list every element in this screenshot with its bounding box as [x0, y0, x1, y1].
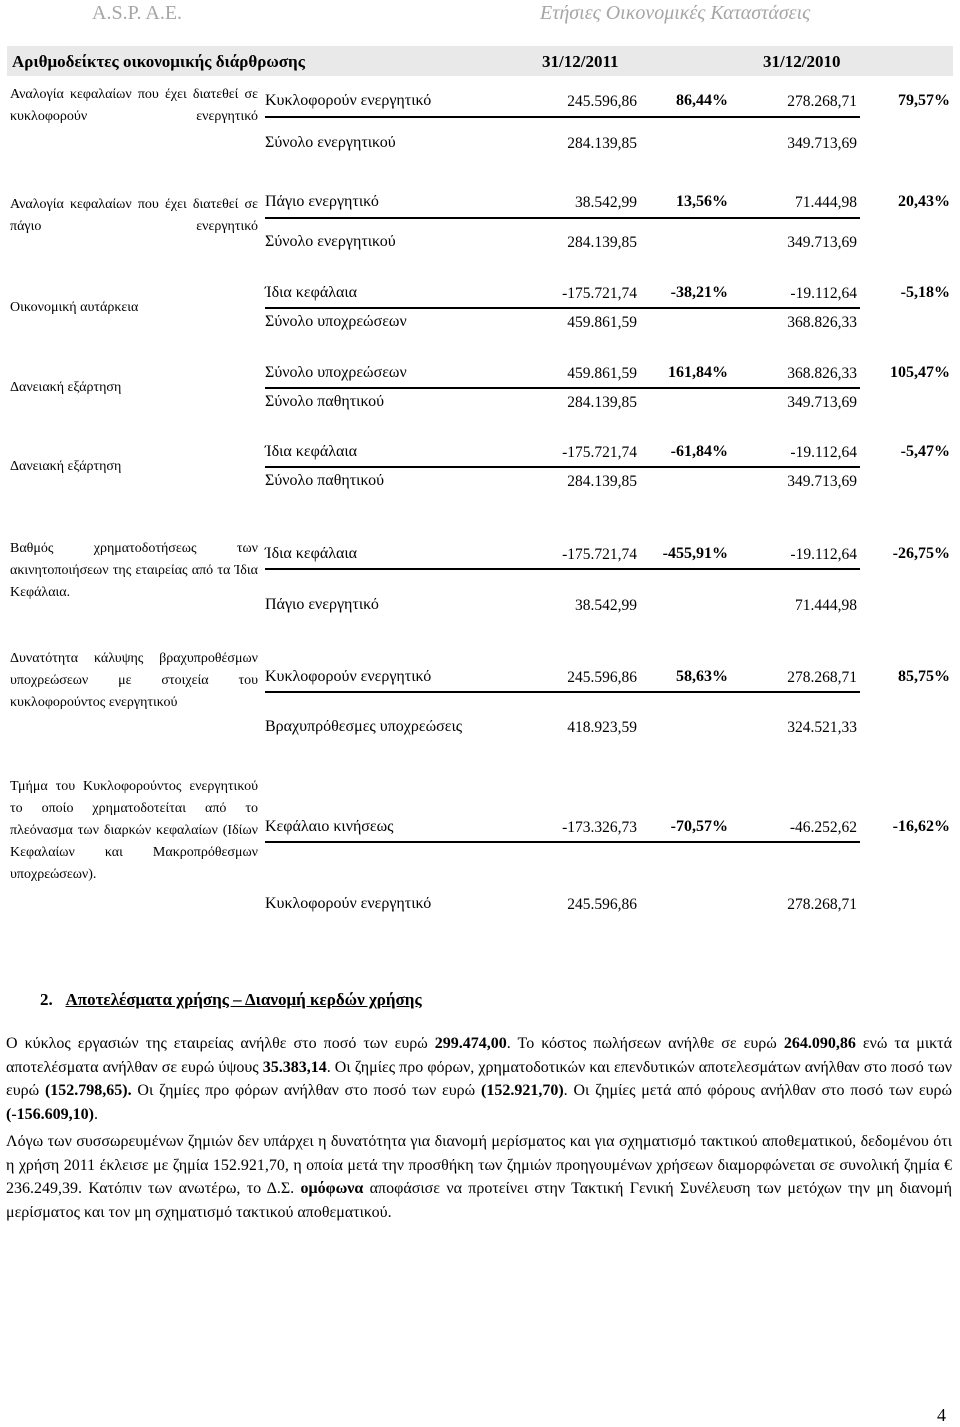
numerator-label: Σύνολο υποχρεώσεων: [265, 364, 407, 381]
denominator-value-2010: 324.521,33: [787, 719, 857, 736]
ratio-description: Αναλογία κεφαλαίων που έχει διατεθεί σε κυκλοφορούν ενεργητικό: [10, 87, 258, 124]
denominator-value-2011: 245.596,86: [567, 896, 637, 913]
numerator-value-2010: 278.268,71: [787, 93, 857, 110]
denominator-value-2011: 284.139,85: [567, 473, 637, 490]
ratio-2010: 105,47%: [890, 364, 950, 381]
numerator-label: Κεφάλαιο κινήσεως: [265, 818, 394, 835]
numerator-value-2011: 459.861,59: [567, 365, 637, 382]
ratio-2011: -70,57%: [670, 818, 728, 835]
numerator-value-2011: -173.326,73: [562, 819, 637, 836]
denominator-label: Σύνολο υποχρεώσεων: [265, 313, 407, 330]
numerator-value-2011: -175.721,74: [562, 285, 637, 302]
document-header: Ετήσιες Οικονομικές Καταστάσεις: [540, 2, 811, 24]
table-title: Αριθμοδείκτες οικονομικής διάρθρωσης: [12, 52, 305, 71]
numerator-value-2011: -175.721,74: [562, 444, 637, 461]
numerator-value-2011: 38.542,99: [575, 194, 637, 211]
numerator-label: Πάγιο ενεργητικό: [265, 193, 379, 210]
denominator-value-2011: 38.542,99: [575, 597, 637, 614]
denominator-value-2011: 418.923,59: [567, 719, 637, 736]
section-title-part2: Διανομή κερδών χρήσης: [245, 990, 422, 1009]
numerator-value-2011: 245.596,86: [567, 93, 637, 110]
ratio-description: Οικονομική αυτάρκεια: [10, 300, 139, 315]
ratio-description: Αναλογία κεφαλαίων που έχει διατεθεί σε πάγιο ενεργητικό: [10, 197, 258, 234]
denominator-label: Σύνολο παθητικού: [265, 472, 385, 489]
numerator-value-2010: -19.112,64: [790, 546, 857, 563]
section-title-part1: Αποτελέσματα χρήσης –: [65, 990, 245, 1009]
numerator-label: Ίδια κεφάλαια: [265, 443, 358, 460]
numerator-value-2010: 368.826,33: [787, 365, 857, 382]
fraction-line: [265, 116, 860, 118]
numerator-value-2011: 245.596,86: [567, 669, 637, 686]
denominator-value-2011: 284.139,85: [567, 394, 637, 411]
denominator-value-2011: 284.139,85: [567, 135, 637, 152]
numerator-label: Ίδια κεφάλαια: [265, 284, 358, 301]
denominator-label: Σύνολο ενεργητικού: [265, 134, 396, 151]
fraction-line: [265, 466, 860, 468]
ratio-2010: -16,62%: [892, 818, 950, 835]
ratio-2011: 161,84%: [668, 364, 728, 381]
column-header-2011: 31/12/2011: [542, 52, 619, 71]
numerator-value-2010: 71.444,98: [795, 194, 857, 211]
numerator-label: Ίδια κεφάλαια: [265, 545, 358, 562]
numerator-label: Κυκλοφορούν ενεργητικό: [265, 668, 432, 685]
denominator-value-2010: 349.713,69: [787, 135, 857, 152]
ratio-2011: 86,44%: [676, 92, 728, 109]
numerator-value-2010: -19.112,64: [790, 285, 857, 302]
denominator-value-2010: 349.713,69: [787, 234, 857, 251]
denominator-label: Σύνολο παθητικού: [265, 393, 385, 410]
numerator-value-2010: -19.112,64: [790, 444, 857, 461]
denominator-label: Κυκλοφορούν ενεργητικό: [265, 895, 432, 912]
fraction-line: [265, 217, 860, 219]
ratio-2010: -5,18%: [900, 284, 950, 301]
page-number: 4: [937, 1405, 946, 1425]
denominator-label: Βραχυπρόθεσμες υποχρεώσεις: [265, 718, 463, 735]
numerator-value-2011: -175.721,74: [562, 546, 637, 563]
ratio-2010: -26,75%: [892, 545, 950, 562]
ratio-2011: -38,21%: [670, 284, 728, 301]
denominator-label: Σύνολο ενεργητικού: [265, 233, 396, 250]
fraction-line: [265, 307, 860, 309]
distribution-paragraph: Λόγω των συσσωρευμένων ζημιών δεν υπάρχει η δυνατότητα για διανομή μερίσματος και για σχηματισμό τακτικού αποθεματικού, δεδομένου ότι η χρήση 2011 έκλεισε με ζημία 152.921,70, η οποία μετά την προσθήκη των ζημιών προηγουμένων χρήσεων διαμορφώνεται σε συνολική ζημία € 236.249,39. Κατόπιν των ανωτέρω, το Δ.Σ. ομόφωνα αποφάσισε να προτείνει στην Τακτική Γενική Συνέλευση των μετόχων την μη διανομή μερίσματος και τον μη σχηματισμό τακτικού αποθεματικού.: [6, 1133, 952, 1221]
fraction-line: [265, 568, 860, 570]
ratio-description: Τμήμα του Κυκλοφορούντος ενεργητικού το οποίο χρηματοδοτείται από το πλεόνασμα των διαρκών κεφαλαίων (Ιδίων Κεφαλαίων και Μακροπρόθεσμων υποχρεώσεων).: [10, 779, 258, 882]
ratio-2011: 13,56%: [676, 193, 728, 210]
ratio-2010: 20,43%: [898, 193, 950, 210]
ratio-description: Βαθμός χρηματοδοτήσεως των ακινητοποιήσεων της εταιρείας από τα Ίδια Κεφάλαια.: [10, 541, 258, 600]
fraction-line: [265, 691, 860, 693]
denominator-value-2010: 278.268,71: [787, 896, 857, 913]
denominator-value-2010: 349.713,69: [787, 394, 857, 411]
numerator-value-2010: 278.268,71: [787, 669, 857, 686]
numerator-value-2010: -46.252,62: [789, 819, 857, 836]
denominator-value-2010: 349.713,69: [787, 473, 857, 490]
ratio-2011: 58,63%: [676, 668, 728, 685]
denominator-value-2011: 459.861,59: [567, 314, 637, 331]
ratio-2011: -61,84%: [670, 443, 728, 460]
numerator-label: Κυκλοφορούν ενεργητικό: [265, 92, 432, 109]
results-paragraph: Ο κύκλος εργασιών της εταιρείας ανήλθε στο ποσό των ευρώ 299.474,00. Το κόστος πωλήσεων ανήλθε σε ευρώ 264.090,86 ενώ τα μικτά αποτελέσματα ανήλθαν σε ευρώ ύψους 35.383,14. Οι ζημίες προ φόρων, χρηματοδοτικών και επενδυτικών αποτελεσμάτων ανήλθαν στο ποσό των ευρώ (152.798,65). Οι ζημίες προ φόρων ανήλθαν στο ποσό των ευρώ (152.921,70). Οι ζημίες μετά από φόρους ανήλθαν στο ποσό των ευρώ (-156.609,10).: [6, 1035, 953, 1123]
fraction-line: [265, 387, 860, 389]
denominator-value-2011: 284.139,85: [567, 234, 637, 251]
ratio-description: Δανειακή εξάρτηση: [10, 459, 122, 474]
section-heading: [40, 990, 422, 1010]
ratio-description: Δανειακή εξάρτηση: [10, 380, 122, 395]
ratio-2011: -455,91%: [662, 545, 728, 562]
fraction-line: [265, 841, 860, 843]
denominator-label: Πάγιο ενεργητικό: [265, 596, 379, 613]
ratio-2010: -5,47%: [900, 443, 950, 460]
denominator-value-2010: 368.826,33: [787, 314, 857, 331]
company-header: A.S.P. A.E.: [92, 2, 183, 24]
denominator-value-2010: 71.444,98: [795, 597, 857, 614]
column-header-2010: 31/12/2010: [763, 52, 841, 71]
ratio-2010: 85,75%: [898, 668, 950, 685]
ratio-description: Δυνατότητα κάλυψης βραχυπροθέσμων υποχρεώσεων με στοιχεία του κυκλοφορούντος ενεργητικού: [10, 651, 258, 710]
ratio-2010: 79,57%: [898, 92, 950, 109]
section-number: 2.: [40, 990, 53, 1009]
